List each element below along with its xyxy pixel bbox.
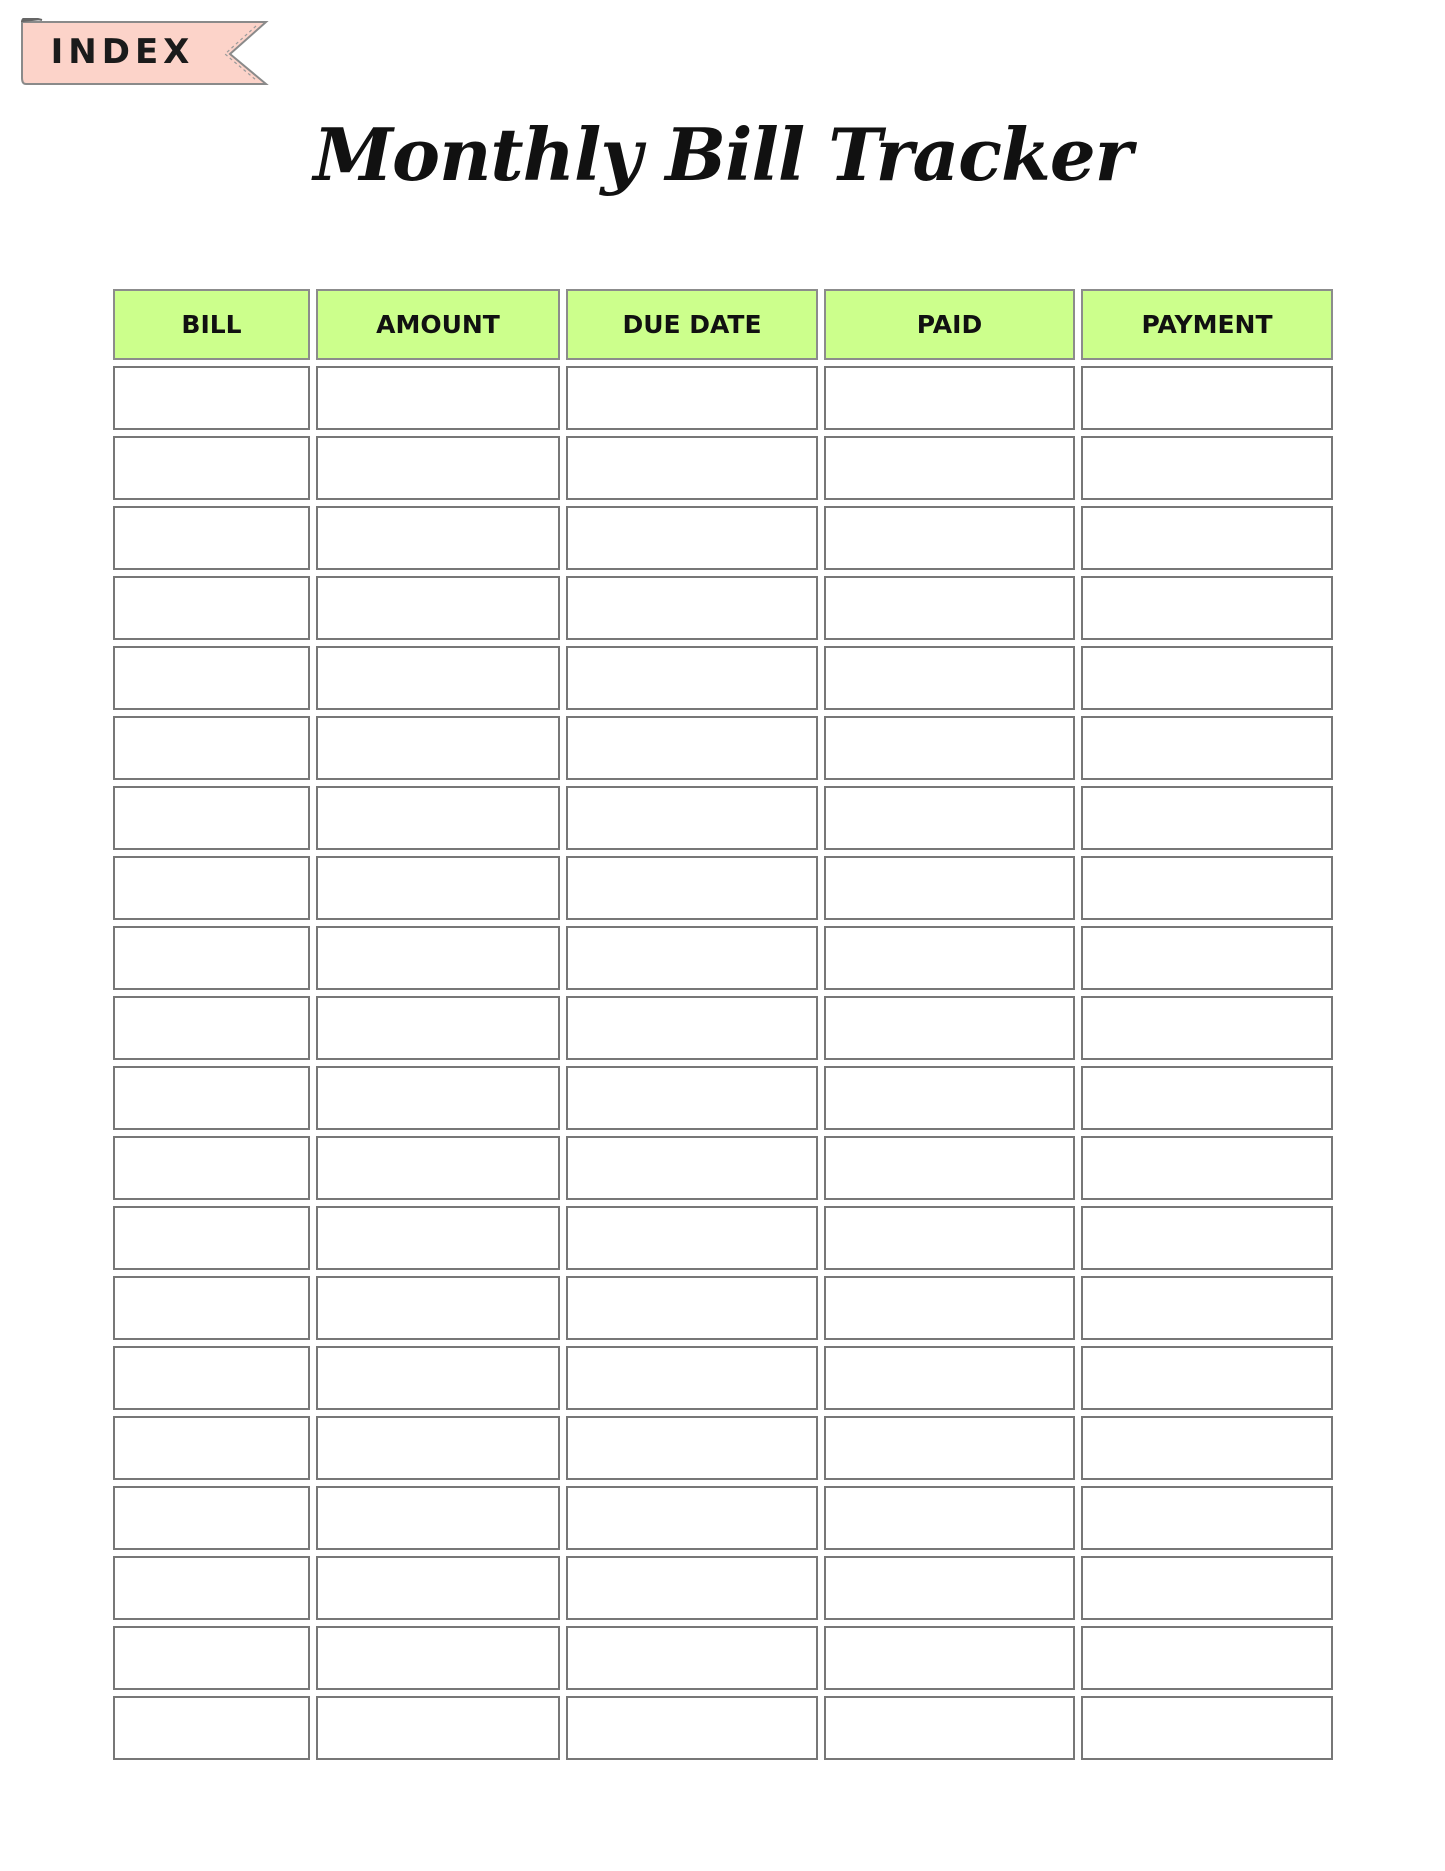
amount-cell[interactable] — [316, 996, 560, 1060]
paid-cell[interactable] — [824, 1696, 1075, 1760]
payment-cell[interactable] — [1081, 646, 1333, 710]
amount-cell[interactable] — [316, 366, 560, 430]
amount-cell[interactable] — [316, 926, 560, 990]
payment-cell[interactable] — [1081, 1416, 1333, 1480]
amount-cell[interactable] — [316, 506, 560, 570]
bill-cell[interactable] — [113, 1066, 310, 1130]
bill-cell[interactable] — [113, 366, 310, 430]
amount-cell[interactable] — [316, 1696, 560, 1760]
due-date-cell[interactable] — [566, 366, 818, 430]
amount-cell[interactable] — [316, 1556, 560, 1620]
payment-cell[interactable] — [1081, 436, 1333, 500]
table-row — [113, 716, 1333, 780]
amount-cell[interactable] — [316, 646, 560, 710]
amount-cell[interactable] — [316, 576, 560, 640]
paid-cell[interactable] — [824, 1626, 1075, 1690]
table-row — [113, 506, 1333, 570]
payment-cell[interactable] — [1081, 716, 1333, 780]
page-title: Monthly Bill Tracker — [313, 112, 1132, 197]
payment-cell[interactable] — [1081, 856, 1333, 920]
paid-cell[interactable] — [824, 856, 1075, 920]
payment-cell[interactable] — [1081, 786, 1333, 850]
due-date-cell[interactable] — [566, 436, 818, 500]
bill-cell[interactable] — [113, 716, 310, 780]
payment-cell[interactable] — [1081, 1556, 1333, 1620]
bill-cell[interactable] — [113, 576, 310, 640]
due-date-cell[interactable] — [566, 576, 818, 640]
paid-cell[interactable] — [824, 996, 1075, 1060]
table-row — [113, 1206, 1333, 1270]
due-date-cell[interactable] — [566, 1136, 818, 1200]
amount-cell[interactable] — [316, 716, 560, 780]
payment-cell[interactable] — [1081, 926, 1333, 990]
table-row — [113, 1066, 1333, 1130]
bill-cell[interactable] — [113, 1136, 310, 1200]
payment-cell[interactable] — [1081, 1206, 1333, 1270]
due-date-cell[interactable] — [566, 1556, 818, 1620]
due-date-cell[interactable] — [566, 716, 818, 780]
payment-cell[interactable] — [1081, 506, 1333, 570]
due-date-cell[interactable] — [566, 646, 818, 710]
bill-cell[interactable] — [113, 1556, 310, 1620]
payment-cell[interactable] — [1081, 1276, 1333, 1340]
bill-cell[interactable] — [113, 786, 310, 850]
column-header-bill: BILL — [113, 289, 310, 360]
table-row — [113, 1626, 1333, 1690]
bill-cell[interactable] — [113, 1626, 310, 1690]
due-date-cell[interactable] — [566, 1626, 818, 1690]
payment-cell[interactable] — [1081, 1486, 1333, 1550]
amount-cell[interactable] — [316, 1206, 560, 1270]
due-date-cell[interactable] — [566, 1206, 818, 1270]
bill-cell[interactable] — [113, 506, 310, 570]
due-date-cell[interactable] — [566, 1066, 818, 1130]
paid-cell[interactable] — [824, 576, 1075, 640]
amount-cell[interactable] — [316, 436, 560, 500]
amount-cell[interactable] — [316, 1416, 560, 1480]
column-header-amount: AMOUNT — [316, 289, 560, 360]
table-row — [113, 856, 1333, 920]
table-row — [113, 1696, 1333, 1760]
bill-cell[interactable] — [113, 1486, 310, 1550]
bill-cell[interactable] — [113, 1276, 310, 1340]
paid-cell[interactable] — [824, 926, 1075, 990]
payment-cell[interactable] — [1081, 996, 1333, 1060]
table-row — [113, 1416, 1333, 1480]
due-date-cell[interactable] — [566, 926, 818, 990]
table-row — [113, 1556, 1333, 1620]
paid-cell[interactable] — [824, 366, 1075, 430]
payment-cell[interactable] — [1081, 576, 1333, 640]
paid-cell[interactable] — [824, 1066, 1075, 1130]
due-date-cell[interactable] — [566, 1346, 818, 1410]
bill-tracker-table — [113, 289, 1333, 1766]
payment-cell[interactable] — [1081, 1626, 1333, 1690]
paid-cell[interactable] — [824, 1276, 1075, 1340]
due-date-cell[interactable] — [566, 856, 818, 920]
paid-cell[interactable] — [824, 716, 1075, 780]
amount-cell[interactable] — [316, 1066, 560, 1130]
bill-cell[interactable] — [113, 1696, 310, 1760]
bill-cell[interactable] — [113, 926, 310, 990]
table-row — [113, 436, 1333, 500]
paid-cell[interactable] — [824, 1486, 1075, 1550]
paid-cell[interactable] — [824, 786, 1075, 850]
index-tab-label: INDEX — [50, 32, 195, 72]
bill-cell[interactable] — [113, 436, 310, 500]
paid-cell[interactable] — [824, 1206, 1075, 1270]
bill-cell[interactable] — [113, 1206, 310, 1270]
bill-cell[interactable] — [113, 856, 310, 920]
paid-cell[interactable] — [824, 646, 1075, 710]
table-row — [113, 1486, 1333, 1550]
paid-cell[interactable] — [824, 1416, 1075, 1480]
column-header-payment: PAYMENT — [1081, 289, 1333, 360]
table-header-row — [113, 289, 1333, 360]
column-header-due-date: DUE DATE — [566, 289, 818, 360]
payment-cell[interactable] — [1081, 1066, 1333, 1130]
amount-cell[interactable] — [316, 1346, 560, 1410]
amount-cell[interactable] — [316, 856, 560, 920]
paid-cell[interactable] — [824, 506, 1075, 570]
table-row — [113, 1136, 1333, 1200]
payment-cell[interactable] — [1081, 1696, 1333, 1760]
table-row — [113, 646, 1333, 710]
table-row — [113, 786, 1333, 850]
table-row — [113, 366, 1333, 430]
amount-cell[interactable] — [316, 1486, 560, 1550]
payment-cell[interactable] — [1081, 366, 1333, 430]
paid-cell[interactable] — [824, 1136, 1075, 1200]
due-date-cell[interactable] — [566, 786, 818, 850]
amount-cell[interactable] — [316, 786, 560, 850]
payment-cell[interactable] — [1081, 1346, 1333, 1410]
amount-cell[interactable] — [316, 1136, 560, 1200]
payment-cell[interactable] — [1081, 1136, 1333, 1200]
amount-cell[interactable] — [316, 1626, 560, 1690]
bill-cell[interactable] — [113, 996, 310, 1060]
due-date-cell[interactable] — [566, 1276, 818, 1340]
due-date-cell[interactable] — [566, 1416, 818, 1480]
bill-cell[interactable] — [113, 646, 310, 710]
due-date-cell[interactable] — [566, 1486, 818, 1550]
table-row — [113, 926, 1333, 990]
due-date-cell[interactable] — [566, 996, 818, 1060]
table-row — [113, 576, 1333, 640]
due-date-cell[interactable] — [566, 506, 818, 570]
column-header-paid: PAID — [824, 289, 1075, 360]
paid-cell[interactable] — [824, 436, 1075, 500]
paid-cell[interactable] — [824, 1556, 1075, 1620]
bill-cell[interactable] — [113, 1416, 310, 1480]
paid-cell[interactable] — [824, 1346, 1075, 1410]
amount-cell[interactable] — [316, 1276, 560, 1340]
due-date-cell[interactable] — [566, 1696, 818, 1760]
index-tab-button[interactable] — [20, 18, 270, 86]
table-row — [113, 996, 1333, 1060]
table-row — [113, 1276, 1333, 1340]
table-row — [113, 1346, 1333, 1410]
bill-cell[interactable] — [113, 1346, 310, 1410]
